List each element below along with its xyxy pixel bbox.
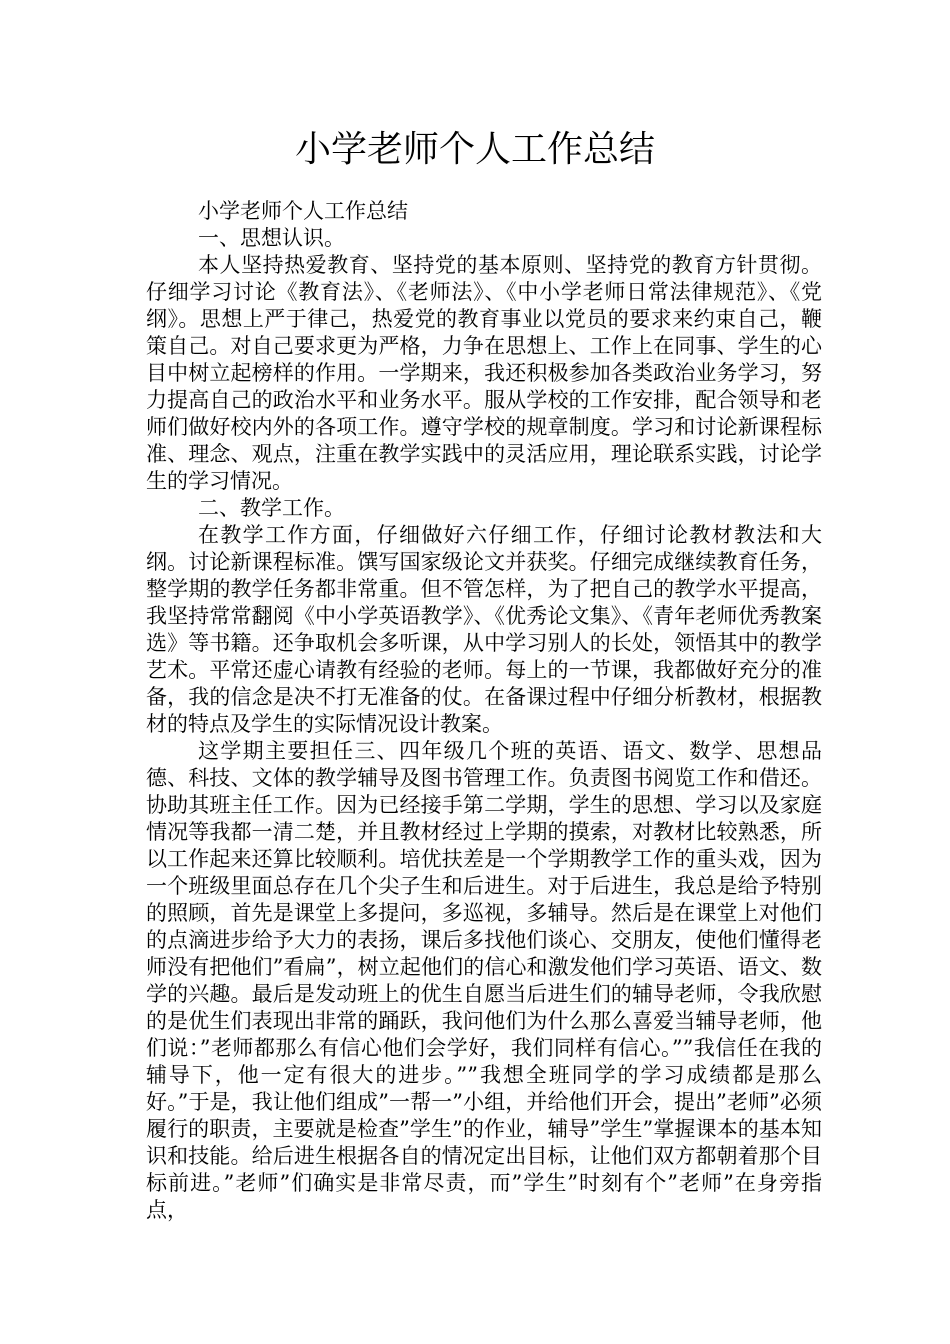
document-title: 小学老师个人工作总结 [294,129,655,170]
paragraph-semester-work: 这学期主要担任三、四年级几个班的英语、语文、数学、思想品德、科技、文体的教学辅导及图书管理工作。负责图书阅览工作和借还。协助其班主任工作。因为已经接手第二学期，学生的思想、学习以及家庭情况等我都一清二楚，并且教材经过上学期的摸索，对教材比较熟悉，所以工作起来还算比较顺利。培优扶差是一个学期教学工作的重头戏，因为一个班级里面总存在几个尖子生和后进生。对于后进生，我总是给予特别的照顾，首先是课堂上多提问，多巡视，多辅导。然后是在课堂上对他们的点滴进步给予大力的表扬，课后多找他们谈心、交朋友，使他们懂得老师没有把他们”看扁”，树立起他们的信心和激发他们学习英语、语文、数学的兴趣。最后是发动班上的优生自愿当后进生们的辅导老师，令我欣慰的是优生们表现出非常的踊跃，我问他们为什么那么喜爱当辅导老师，他们说：”老师都那么有信心他们会学好，我们同样有信心。””我信任在我的辅导下，他一定有很大的进步。””我想全班同学的学习成绩都是那么好。”于是，我让他们组成”一帮一”小组，并给他们开会，提出”老师”必须履行的职责，主要就是检查”学生”的作业，辅导”学生”掌握课本的基本知识和技能。给后进生根据各自的情况定出目标，让他们双方都朝着那个目标前进。”老师”们确实是非常尽责，而”学生”时刻有个”老师”在身旁指点， [146,739,822,1222]
paragraph-heading-thought: 一、思想认识。 [198,226,345,250]
document-body [146,198,822,1224]
paragraph-thought: 本人坚持热爱教育、坚持党的基本原则、坚持党的教育方针贯彻。仔细学习讨论《教育法》、《老师法》、《中小学老师日常法律规范》、《党纲》。思想上严于律己，热爱党的教育事业以党员的要求来约束自己，鞭策自己。对自己要求更为严格，力争在思想上、工作上在同事、学生的心目中树立起榜样的作用。一学期来，我还积极参加各类政治业务学习，努力提高自己的政治水平和业务水平。服从学校的工作安排，配合领导和老师们做好校内外的各项工作。遵守学校的规章制度。学习和讨论新课程标准、理念、观点，注重在教学实践中的灵活应用，理论联系实践，讨论学生的学习情况。 [146,253,822,493]
paragraph-subtitle: 小学老师个人工作总结 [198,199,408,223]
paragraph-teaching: 在教学工作方面，仔细做好六仔细工作，仔细讨论教材教法和大纲。讨论新课程标准。馔写国家级论文并获奖。仔细完成继续教育任务，整学期的教学任务都非常重。但不管怎样，为了把自己的教学水平提高，我坚持常常翻阅《中小学英语教学》、《优秀论文集》、《青年老师优秀教案选》等书籍。还争取机会多听课，从中学习别人的长处，领悟其中的教学艺术。平常还虚心请教有经验的老师。每上的一节课，我都做好充分的准备，我的信念是决不打无准备的仗。在备课过程中仔细分析教材，根据教材的特点及学生的实际情况设计教案。 [146,523,822,736]
paragraph-heading-teaching: 二、教学工作。 [198,496,345,520]
